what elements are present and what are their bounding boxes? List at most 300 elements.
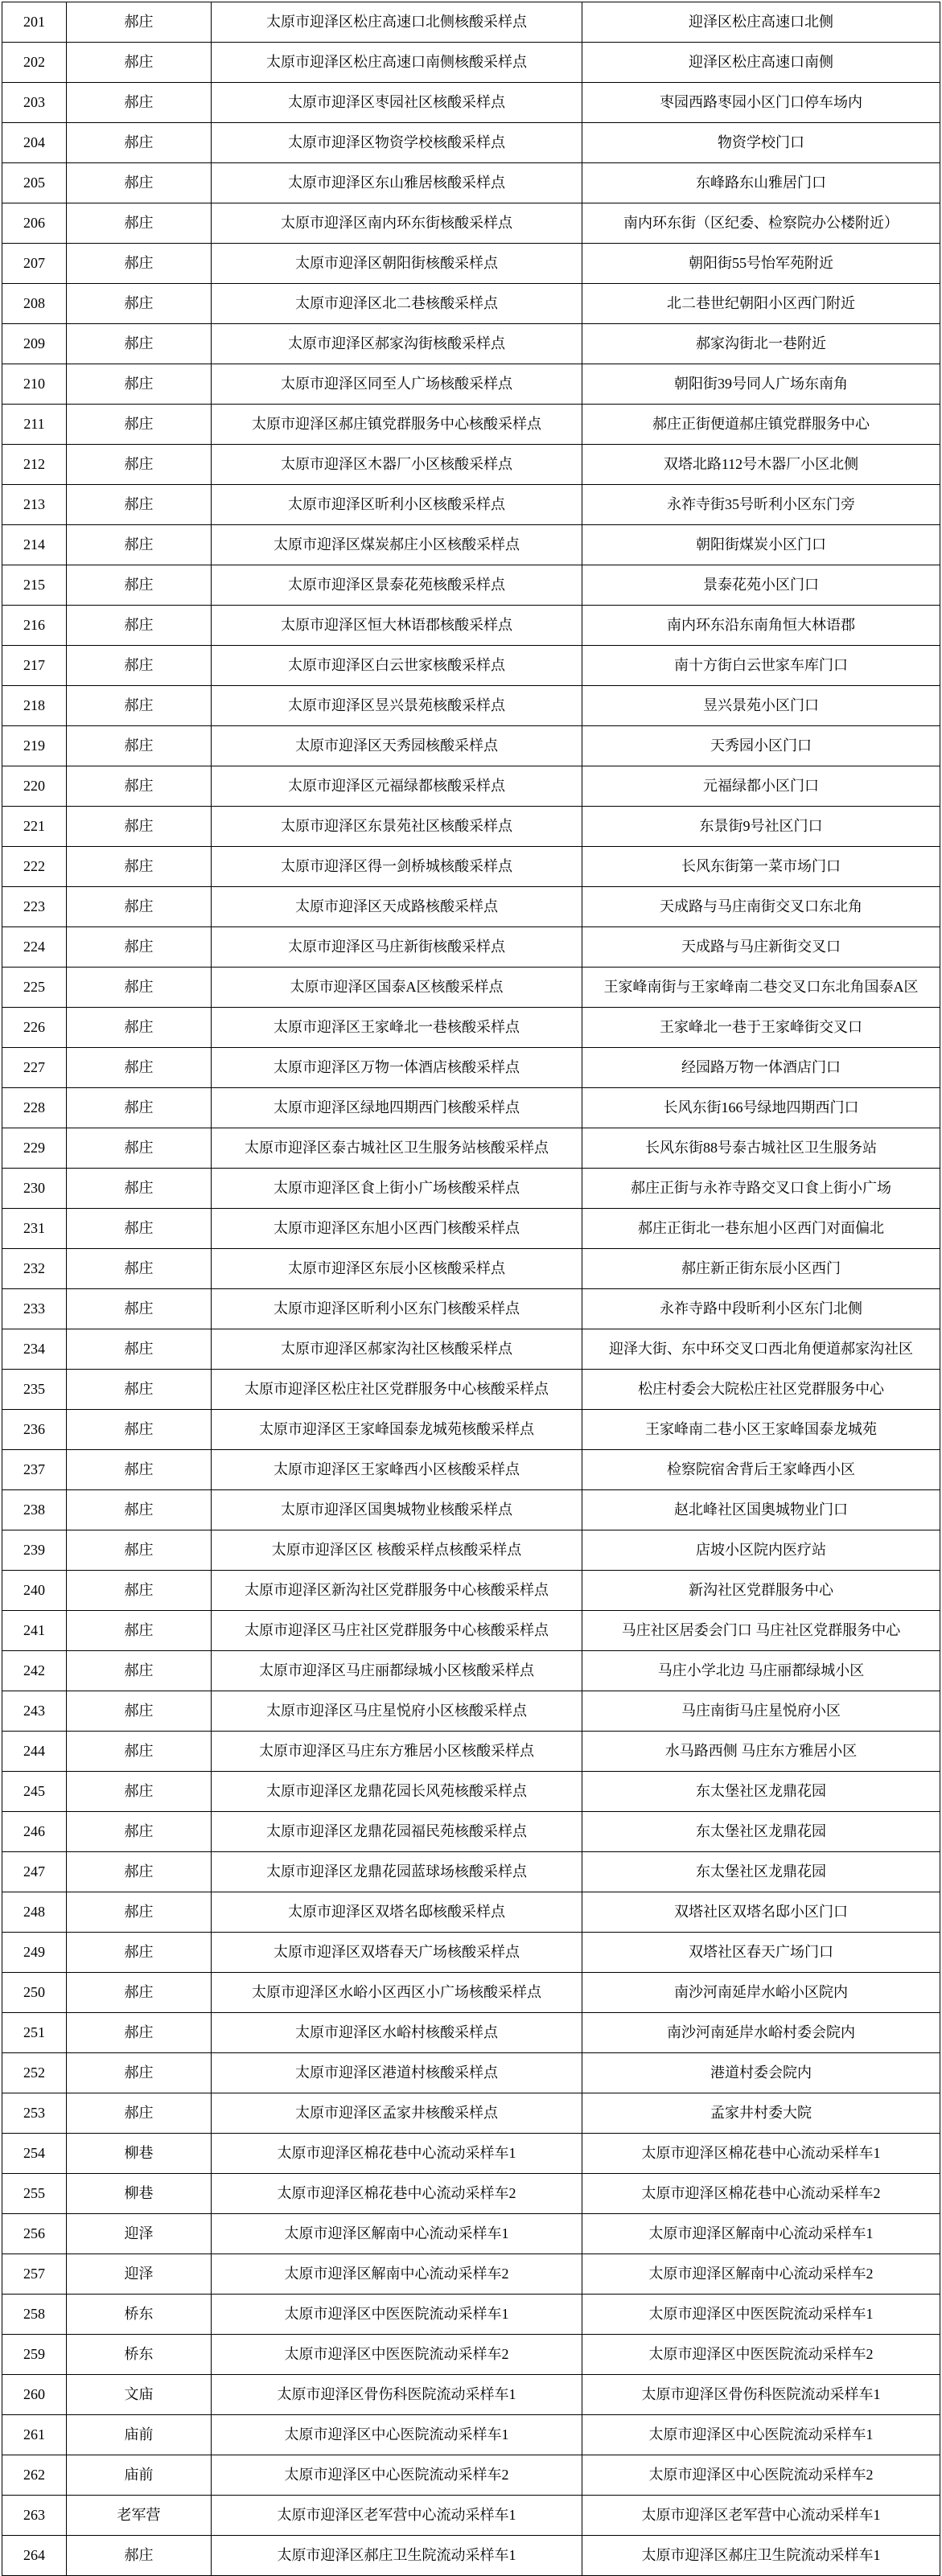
site-name-cell: 太原市迎泽区棉花巷中心流动采样车1: [212, 2134, 582, 2174]
row-number-cell: 244: [2, 1732, 67, 1772]
table-row: [2, 1410, 940, 1450]
district-cell: 郝庄: [67, 1450, 212, 1490]
row-number-cell: 240: [2, 1571, 67, 1611]
site-name-cell: 太原市迎泽区木器厂小区核酸采样点: [212, 445, 582, 485]
site-name-cell: 太原市迎泽区景泰花苑核酸采样点: [212, 565, 582, 606]
district-cell: 柳巷: [67, 2134, 212, 2174]
site-location-cell: 太原市迎泽区棉花巷中心流动采样车1: [582, 2134, 940, 2174]
row-number-cell: 260: [2, 2375, 67, 2415]
district-cell: 郝庄: [67, 1370, 212, 1410]
district-cell: 郝庄: [67, 1611, 212, 1651]
district-cell: 郝庄: [67, 1410, 212, 1450]
site-name-cell: 太原市迎泽区泰古城社区卫生服务站核酸采样点: [212, 1128, 582, 1169]
site-location-cell: 南沙河南延岸水峪村委会院内: [582, 2013, 940, 2053]
site-location-cell: 太原市迎泽区中医医院流动采样车1: [582, 2295, 940, 2335]
row-number-cell: 218: [2, 686, 67, 726]
row-number-cell: 224: [2, 927, 67, 968]
site-location-cell: 港道村委会院内: [582, 2053, 940, 2093]
site-location-cell: 长风东街166号绿地四期西门口: [582, 1088, 940, 1128]
row-number-cell: 257: [2, 2254, 67, 2295]
row-number-cell: 255: [2, 2174, 67, 2214]
site-location-cell: 郝庄正街便道郝庄镇党群服务中心: [582, 405, 940, 445]
district-cell: 庙前: [67, 2455, 212, 2496]
row-number-cell: 213: [2, 485, 67, 525]
site-location-cell: 双塔社区双塔名邸小区门口: [582, 1892, 940, 1933]
site-location-cell: 太原市迎泽区棉花巷中心流动采样车2: [582, 2174, 940, 2214]
table-row: [2, 163, 940, 203]
site-name-cell: 太原市迎泽区解南中心流动采样车2: [212, 2254, 582, 2295]
row-number-cell: 204: [2, 123, 67, 163]
site-name-cell: 太原市迎泽区东景苑社区核酸采样点: [212, 807, 582, 847]
table-row: [2, 686, 940, 726]
table-row: [2, 1852, 940, 1892]
district-cell: 郝庄: [67, 1852, 212, 1892]
row-number-cell: 236: [2, 1410, 67, 1450]
table-row: [2, 1128, 940, 1169]
site-location-cell: 天成路与马庄新街交叉口: [582, 927, 940, 968]
table-row: [2, 1571, 940, 1611]
table-row: [2, 1812, 940, 1852]
row-number-cell: 231: [2, 1209, 67, 1249]
row-number-cell: 208: [2, 284, 67, 324]
district-cell: 郝庄: [67, 1732, 212, 1772]
site-name-cell: 太原市迎泽区水峪村核酸采样点: [212, 2013, 582, 2053]
district-cell: 郝庄: [67, 1772, 212, 1812]
row-number-cell: 233: [2, 1289, 67, 1329]
table-row: [2, 766, 940, 807]
row-number-cell: 206: [2, 203, 67, 244]
table-row: [2, 646, 940, 686]
site-location-cell: 松庄村委会大院松庄社区党群服务中心: [582, 1370, 940, 1410]
site-location-cell: 迎泽区松庄高速口北侧: [582, 2, 940, 43]
district-cell: 郝庄: [67, 2536, 212, 2576]
row-number-cell: 226: [2, 1008, 67, 1048]
site-location-cell: 昱兴景苑小区门口: [582, 686, 940, 726]
site-name-cell: 太原市迎泽区松庄高速口北侧核酸采样点: [212, 2, 582, 43]
table-row: [2, 2254, 940, 2295]
site-name-cell: 太原市迎泽区马庄东方雅居小区核酸采样点: [212, 1732, 582, 1772]
district-cell: 郝庄: [67, 1973, 212, 2013]
row-number-cell: 205: [2, 163, 67, 203]
district-cell: 郝庄: [67, 405, 212, 445]
row-number-cell: 216: [2, 606, 67, 646]
site-location-cell: 双塔北路112号木器厂小区北侧: [582, 445, 940, 485]
site-location-cell: 郝庄新正街东辰小区西门: [582, 1249, 940, 1289]
table-row: [2, 2, 940, 43]
site-name-cell: 太原市迎泽区水峪小区西区小广场核酸采样点: [212, 1973, 582, 2013]
table-row: [2, 1933, 940, 1973]
site-name-cell: 太原市迎泽区东辰小区核酸采样点: [212, 1249, 582, 1289]
site-name-cell: 太原市迎泽区龙鼎花园长风苑核酸采样点: [212, 1772, 582, 1812]
site-location-cell: 枣园西路枣园小区门口停车场内: [582, 83, 940, 123]
table-row: [2, 284, 940, 324]
table-row: [2, 1490, 940, 1530]
site-location-cell: 太原市迎泽区中心医院流动采样车1: [582, 2415, 940, 2455]
site-name-cell: 太原市迎泽区昱兴景苑核酸采样点: [212, 686, 582, 726]
table-row: [2, 324, 940, 364]
row-number-cell: 207: [2, 244, 67, 284]
row-number-cell: 254: [2, 2134, 67, 2174]
site-name-cell: 太原市迎泽区王家峰西小区核酸采样点: [212, 1450, 582, 1490]
district-cell: 郝庄: [67, 525, 212, 565]
site-location-cell: 太原市迎泽区中心医院流动采样车2: [582, 2455, 940, 2496]
site-location-cell: 太原市迎泽区郝庄卫生院流动采样车1: [582, 2536, 940, 2576]
district-cell: 郝庄: [67, 1048, 212, 1088]
site-location-cell: 郝庄正街与永祚寺路交叉口食上街小广场: [582, 1169, 940, 1209]
site-name-cell: 太原市迎泽区松庄高速口南侧核酸采样点: [212, 43, 582, 83]
table-row: [2, 927, 940, 968]
district-cell: 郝庄: [67, 1169, 212, 1209]
district-cell: 郝庄: [67, 1892, 212, 1933]
table-row: [2, 847, 940, 887]
district-cell: 郝庄: [67, 606, 212, 646]
table-row: [2, 1732, 940, 1772]
site-location-cell: 孟家井村委大院: [582, 2093, 940, 2134]
table-row: [2, 1008, 940, 1048]
row-number-cell: 212: [2, 445, 67, 485]
district-cell: 郝庄: [67, 1691, 212, 1732]
table-row: [2, 203, 940, 244]
district-cell: 郝庄: [67, 1088, 212, 1128]
site-location-cell: 朝阳街55号怡军苑附近: [582, 244, 940, 284]
site-name-cell: 太原市迎泽区中医医院流动采样车2: [212, 2335, 582, 2375]
site-location-cell: 双塔社区春天广场门口: [582, 1933, 940, 1973]
site-location-cell: 景泰花苑小区门口: [582, 565, 940, 606]
site-location-cell: 天秀园小区门口: [582, 726, 940, 766]
table-row: [2, 807, 940, 847]
site-name-cell: 太原市迎泽区王家峰北一巷核酸采样点: [212, 1008, 582, 1048]
district-cell: 郝庄: [67, 203, 212, 244]
site-name-cell: 太原市迎泽区元福绿都核酸采样点: [212, 766, 582, 807]
site-location-cell: 南十方街白云世家车库门口: [582, 646, 940, 686]
site-name-cell: 太原市迎泽区中医医院流动采样车1: [212, 2295, 582, 2335]
row-number-cell: 232: [2, 1249, 67, 1289]
table-row: [2, 606, 940, 646]
site-location-cell: 太原市迎泽区解南中心流动采样车1: [582, 2214, 940, 2254]
row-number-cell: 223: [2, 887, 67, 927]
site-name-cell: 太原市迎泽区得一剑桥城核酸采样点: [212, 847, 582, 887]
row-number-cell: 237: [2, 1450, 67, 1490]
site-location-cell: 元福绿都小区门口: [582, 766, 940, 807]
row-number-cell: 241: [2, 1611, 67, 1651]
district-cell: 郝庄: [67, 83, 212, 123]
site-name-cell: 太原市迎泽区白云世家核酸采样点: [212, 646, 582, 686]
table-row: [2, 2415, 940, 2455]
site-name-cell: 太原市迎泽区郝家沟社区核酸采样点: [212, 1329, 582, 1370]
table-row: [2, 1329, 940, 1370]
district-cell: 郝庄: [67, 1651, 212, 1691]
site-location-cell: 太原市迎泽区中医医院流动采样车2: [582, 2335, 940, 2375]
district-cell: 郝庄: [67, 565, 212, 606]
site-location-cell: 王家峰南二巷小区王家峰国泰龙城苑: [582, 1410, 940, 1450]
site-name-cell: 太原市迎泽区绿地四期西门核酸采样点: [212, 1088, 582, 1128]
table-row: [2, 968, 940, 1008]
site-location-cell: 长风东街88号泰古城社区卫生服务站: [582, 1128, 940, 1169]
row-number-cell: 219: [2, 726, 67, 766]
site-location-cell: 迎泽大街、东中环交叉口西北角便道郝家沟社区: [582, 1329, 940, 1370]
district-cell: 郝庄: [67, 364, 212, 405]
row-number-cell: 245: [2, 1772, 67, 1812]
site-name-cell: 太原市迎泽区双塔春天广场核酸采样点: [212, 1933, 582, 1973]
site-location-cell: 马庄南街马庄星悦府小区: [582, 1691, 940, 1732]
site-location-cell: 经园路万物一体酒店门口: [582, 1048, 940, 1088]
site-location-cell: 长风东街第一菜市场门口: [582, 847, 940, 887]
row-number-cell: 249: [2, 1933, 67, 1973]
site-name-cell: 太原市迎泽区马庄丽都绿城小区核酸采样点: [212, 1651, 582, 1691]
site-location-cell: 东太堡社区龙鼎花园: [582, 1812, 940, 1852]
site-name-cell: 太原市迎泽区国奥城物业核酸采样点: [212, 1490, 582, 1530]
site-name-cell: 太原市迎泽区天秀园核酸采样点: [212, 726, 582, 766]
district-cell: 桥东: [67, 2335, 212, 2375]
district-cell: 郝庄: [67, 2, 212, 43]
district-cell: 郝庄: [67, 807, 212, 847]
district-cell: 郝庄: [67, 324, 212, 364]
site-name-cell: 太原市迎泽区郝庄镇党群服务中心核酸采样点: [212, 405, 582, 445]
district-cell: 郝庄: [67, 2053, 212, 2093]
site-name-cell: 太原市迎泽区马庄新街核酸采样点: [212, 927, 582, 968]
district-cell: 郝庄: [67, 847, 212, 887]
site-location-cell: 郝庄正街北一巷东旭小区西门对面偏北: [582, 1209, 940, 1249]
site-location-cell: 水马路西侧 马庄东方雅居小区: [582, 1732, 940, 1772]
row-number-cell: 227: [2, 1048, 67, 1088]
site-location-cell: 南内环东街（区纪委、检察院办公楼附近）: [582, 203, 940, 244]
row-number-cell: 250: [2, 1973, 67, 2013]
site-name-cell: 太原市迎泽区东旭小区西门核酸采样点: [212, 1209, 582, 1249]
site-name-cell: 太原市迎泽区昕利小区核酸采样点: [212, 485, 582, 525]
site-name-cell: 太原市迎泽区朝阳街核酸采样点: [212, 244, 582, 284]
table-row: [2, 2335, 940, 2375]
site-location-cell: 赵北峰社区国奥城物业门口: [582, 1490, 940, 1530]
district-cell: 郝庄: [67, 43, 212, 83]
row-number-cell: 251: [2, 2013, 67, 2053]
site-name-cell: 太原市迎泽区国泰A区核酸采样点: [212, 968, 582, 1008]
site-name-cell: 太原市迎泽区昕利小区东门核酸采样点: [212, 1289, 582, 1329]
site-name-cell: 太原市迎泽区食上街小广场核酸采样点: [212, 1169, 582, 1209]
site-name-cell: 太原市迎泽区解南中心流动采样车1: [212, 2214, 582, 2254]
table-row: [2, 1209, 940, 1249]
site-location-cell: 南沙河南延岸水峪小区院内: [582, 1973, 940, 2013]
row-number-cell: 247: [2, 1852, 67, 1892]
table-row: [2, 364, 940, 405]
table-row: [2, 43, 940, 83]
row-number-cell: 264: [2, 2536, 67, 2576]
site-location-cell: 东太堡社区龙鼎花园: [582, 1852, 940, 1892]
district-cell: 郝庄: [67, 646, 212, 686]
district-cell: 郝庄: [67, 726, 212, 766]
site-name-cell: 太原市迎泽区马庄星悦府小区核酸采样点: [212, 1691, 582, 1732]
district-cell: 郝庄: [67, 1289, 212, 1329]
district-cell: 郝庄: [67, 123, 212, 163]
row-number-cell: 209: [2, 324, 67, 364]
site-location-cell: 太原市迎泽区骨伤科医院流动采样车1: [582, 2375, 940, 2415]
district-cell: 郝庄: [67, 163, 212, 203]
site-name-cell: 太原市迎泽区郝庄卫生院流动采样车1: [212, 2536, 582, 2576]
table-row: [2, 445, 940, 485]
site-name-cell: 太原市迎泽区南内环东街核酸采样点: [212, 203, 582, 244]
table-row: [2, 405, 940, 445]
district-cell: 郝庄: [67, 686, 212, 726]
district-cell: 郝庄: [67, 887, 212, 927]
sampling-sites-table: [2, 2, 940, 2576]
site-name-cell: 太原市迎泽区郝家沟街核酸采样点: [212, 324, 582, 364]
district-cell: 郝庄: [67, 1571, 212, 1611]
district-cell: 郝庄: [67, 1933, 212, 1973]
site-location-cell: 新沟社区党群服务中心: [582, 1571, 940, 1611]
row-number-cell: 234: [2, 1329, 67, 1370]
row-number-cell: 211: [2, 405, 67, 445]
site-location-cell: 东太堡社区龙鼎花园: [582, 1772, 940, 1812]
district-cell: 郝庄: [67, 1329, 212, 1370]
table-row: [2, 123, 940, 163]
site-location-cell: 马庄社区居委会门口 马庄社区党群服务中心: [582, 1611, 940, 1651]
table-row: [2, 2455, 940, 2496]
site-name-cell: 太原市迎泽区棉花巷中心流动采样车2: [212, 2174, 582, 2214]
district-cell: 迎泽: [67, 2214, 212, 2254]
row-number-cell: 261: [2, 2415, 67, 2455]
table-row: [2, 2536, 940, 2576]
table-row: [2, 565, 940, 606]
district-cell: 郝庄: [67, 1008, 212, 1048]
table-row: [2, 2496, 940, 2536]
site-name-cell: 太原市迎泽区马庄社区党群服务中心核酸采样点: [212, 1611, 582, 1651]
row-number-cell: 248: [2, 1892, 67, 1933]
row-number-cell: 252: [2, 2053, 67, 2093]
row-number-cell: 239: [2, 1530, 67, 1571]
site-name-cell: 太原市迎泽区双塔名邸核酸采样点: [212, 1892, 582, 1933]
district-cell: 郝庄: [67, 485, 212, 525]
district-cell: 郝庄: [67, 1530, 212, 1571]
table-row: [2, 1048, 940, 1088]
site-location-cell: 天成路与马庄南街交叉口东北角: [582, 887, 940, 927]
table-row: [2, 1370, 940, 1410]
district-cell: 郝庄: [67, 2093, 212, 2134]
site-location-cell: 北二巷世纪朝阳小区西门附近: [582, 284, 940, 324]
row-number-cell: 215: [2, 565, 67, 606]
table-row: [2, 83, 940, 123]
row-number-cell: 235: [2, 1370, 67, 1410]
row-number-cell: 238: [2, 1490, 67, 1530]
district-cell: 柳巷: [67, 2174, 212, 2214]
district-cell: 文庙: [67, 2375, 212, 2415]
site-name-cell: 太原市迎泽区松庄社区党群服务中心核酸采样点: [212, 1370, 582, 1410]
site-name-cell: 太原市迎泽区同至人广场核酸采样点: [212, 364, 582, 405]
table-row: [2, 887, 940, 927]
district-cell: 郝庄: [67, 445, 212, 485]
district-cell: 郝庄: [67, 244, 212, 284]
table-row: [2, 1691, 940, 1732]
site-name-cell: 太原市迎泽区恒大林语郡核酸采样点: [212, 606, 582, 646]
table-row: [2, 1289, 940, 1329]
table-row: [2, 1611, 940, 1651]
site-location-cell: 南内环东沿东南角恒大林语郡: [582, 606, 940, 646]
site-name-cell: 太原市迎泽区天成路核酸采样点: [212, 887, 582, 927]
row-number-cell: 263: [2, 2496, 67, 2536]
row-number-cell: 253: [2, 2093, 67, 2134]
site-location-cell: 东峰路东山雅居门口: [582, 163, 940, 203]
site-location-cell: 朝阳街39号同人广场东南角: [582, 364, 940, 405]
site-name-cell: 太原市迎泽区煤炭郝庄小区核酸采样点: [212, 525, 582, 565]
district-cell: 郝庄: [67, 766, 212, 807]
site-name-cell: 太原市迎泽区万物一体酒店核酸采样点: [212, 1048, 582, 1088]
site-location-cell: 店坡小区院内医疗站: [582, 1530, 940, 1571]
site-location-cell: 王家峰北一巷于王家峰街交叉口: [582, 1008, 940, 1048]
site-location-cell: 检察院宿舍背后王家峰西小区: [582, 1450, 940, 1490]
site-location-cell: 迎泽区松庄高速口南侧: [582, 43, 940, 83]
row-number-cell: 242: [2, 1651, 67, 1691]
table-row: [2, 1450, 940, 1490]
site-location-cell: 太原市迎泽区解南中心流动采样车2: [582, 2254, 940, 2295]
row-number-cell: 202: [2, 43, 67, 83]
table-row: [2, 2174, 940, 2214]
site-name-cell: 太原市迎泽区区 核酸采样点核酸采样点: [212, 1530, 582, 1571]
site-name-cell: 太原市迎泽区龙鼎花园蓝球场核酸采样点: [212, 1852, 582, 1892]
row-number-cell: 201: [2, 2, 67, 43]
site-name-cell: 太原市迎泽区物资学校核酸采样点: [212, 123, 582, 163]
site-name-cell: 太原市迎泽区中心医院流动采样车2: [212, 2455, 582, 2496]
row-number-cell: 246: [2, 1812, 67, 1852]
district-cell: 郝庄: [67, 1128, 212, 1169]
row-number-cell: 229: [2, 1128, 67, 1169]
table-row: [2, 485, 940, 525]
table-row: [2, 2295, 940, 2335]
site-name-cell: 太原市迎泽区东山雅居核酸采样点: [212, 163, 582, 203]
row-number-cell: 222: [2, 847, 67, 887]
row-number-cell: 214: [2, 525, 67, 565]
district-cell: 郝庄: [67, 1812, 212, 1852]
row-number-cell: 210: [2, 364, 67, 405]
site-location-cell: 东景街9号社区门口: [582, 807, 940, 847]
site-location-cell: 太原市迎泽区老军营中心流动采样车1: [582, 2496, 940, 2536]
district-cell: 郝庄: [67, 968, 212, 1008]
table-row: [2, 2093, 940, 2134]
site-name-cell: 太原市迎泽区孟家井核酸采样点: [212, 2093, 582, 2134]
table-row: [2, 1530, 940, 1571]
table-row: [2, 1973, 940, 2013]
district-cell: 迎泽: [67, 2254, 212, 2295]
row-number-cell: 217: [2, 646, 67, 686]
site-location-cell: 永祚寺路中段昕利小区东门北侧: [582, 1289, 940, 1329]
district-cell: 郝庄: [67, 2013, 212, 2053]
table-row: [2, 2053, 940, 2093]
sampling-sites-table-body: [2, 2, 940, 2576]
row-number-cell: 220: [2, 766, 67, 807]
row-number-cell: 221: [2, 807, 67, 847]
district-cell: 郝庄: [67, 1209, 212, 1249]
site-location-cell: 物资学校门口: [582, 123, 940, 163]
table-row: [2, 244, 940, 284]
district-cell: 庙前: [67, 2415, 212, 2455]
row-number-cell: 203: [2, 83, 67, 123]
district-cell: 桥东: [67, 2295, 212, 2335]
table-row: [2, 1772, 940, 1812]
row-number-cell: 243: [2, 1691, 67, 1732]
table-row: [2, 525, 940, 565]
site-name-cell: 太原市迎泽区港道村核酸采样点: [212, 2053, 582, 2093]
site-name-cell: 太原市迎泽区王家峰国泰龙城苑核酸采样点: [212, 1410, 582, 1450]
district-cell: 郝庄: [67, 284, 212, 324]
site-name-cell: 太原市迎泽区枣园社区核酸采样点: [212, 83, 582, 123]
table-row: [2, 2134, 940, 2174]
site-location-cell: 王家峰南街与王家峰南二巷交叉口东北角国泰A区: [582, 968, 940, 1008]
site-name-cell: 太原市迎泽区北二巷核酸采样点: [212, 284, 582, 324]
site-name-cell: 太原市迎泽区老军营中心流动采样车1: [212, 2496, 582, 2536]
site-location-cell: 朝阳街煤炭小区门口: [582, 525, 940, 565]
row-number-cell: 256: [2, 2214, 67, 2254]
site-name-cell: 太原市迎泽区中心医院流动采样车1: [212, 2415, 582, 2455]
table-row: [2, 1088, 940, 1128]
table-row: [2, 1249, 940, 1289]
site-name-cell: 太原市迎泽区新沟社区党群服务中心核酸采样点: [212, 1571, 582, 1611]
